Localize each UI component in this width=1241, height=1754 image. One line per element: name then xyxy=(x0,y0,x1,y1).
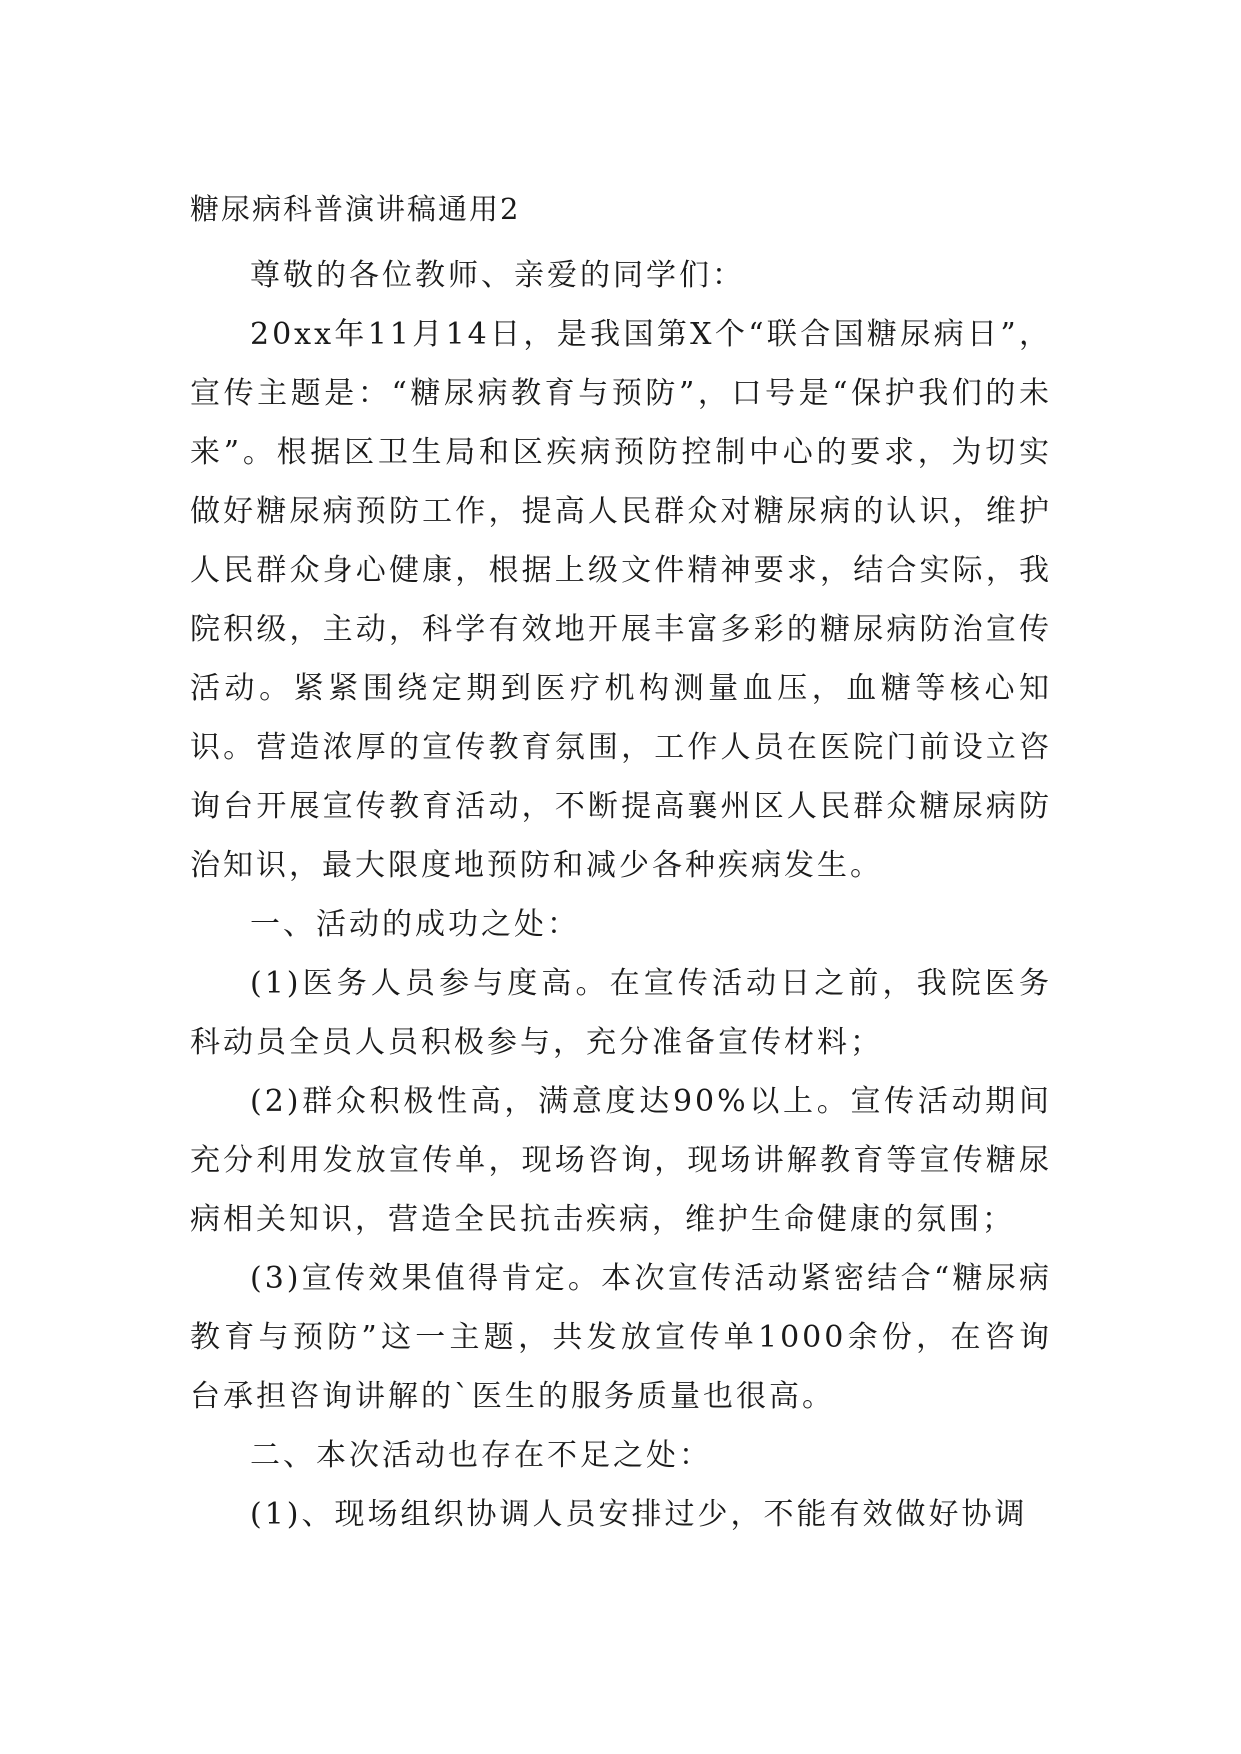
success-item-1: (1)医务人员参与度高。在宣传活动日之前，我院医务科动员全员人员积极参与，充分准备宣传材料； xyxy=(190,966,1052,1060)
section-heading-shortcomings: 二、本次活动也存在不足之处： xyxy=(250,1438,712,1473)
intro-paragraph: 20xx年11月14日，是我国第X个“联合国糖尿病日”，宣传主题是：“糖尿病教育与预防”，口号是“保护我们的未来”。根据区卫生局和区疾病预防控制中心的要求，为切实做好糖尿病预防工作，提高人民群众对糖尿病的认识，维护人民群众身心健康，根据上级文件精神要求，结合实际，我院积级，主动，科学有效地开展丰富多彩的糖尿病防治宣传活动。紧紧围绕定期到医疗机构测量血压，血糖等核心知识。营造浓厚的宣传教育氛围，工作人员在医院门前设立咨询台开展宣传教育活动，不断提高襄州区人民群众糖尿病防治知识，最大限度地预防和减少各种疾病发生。 xyxy=(190,317,1052,883)
success-item-2: (2)群众积极性高，满意度达90%以上。宣传活动期间充分利用发放宣传单，现场咨询，现场讲解教育等宣传糖尿病相关知识，营造全民抗击疾病，维护生命健康的氛围； xyxy=(190,1084,1052,1237)
greeting-paragraph: 尊敬的各位教师、亲爱的同学们： xyxy=(250,258,745,293)
success-item-3: (3)宣传效果值得肯定。本次宣传活动紧密结合“糖尿病教育与预防”这一主题，共发放宣传单1000余份，在咨询台承担咨询讲解的`医生的服务质量也很高。 xyxy=(190,1261,1052,1414)
document-body xyxy=(190,188,1052,1544)
shortcoming-item-1: (1)、现场组织协调人员安排过少，不能有效做好协调 xyxy=(250,1497,1028,1532)
section-heading-successes: 一、活动的成功之处： xyxy=(250,907,580,942)
document-title: 糖尿病科普演讲稿通用2 xyxy=(190,192,521,226)
